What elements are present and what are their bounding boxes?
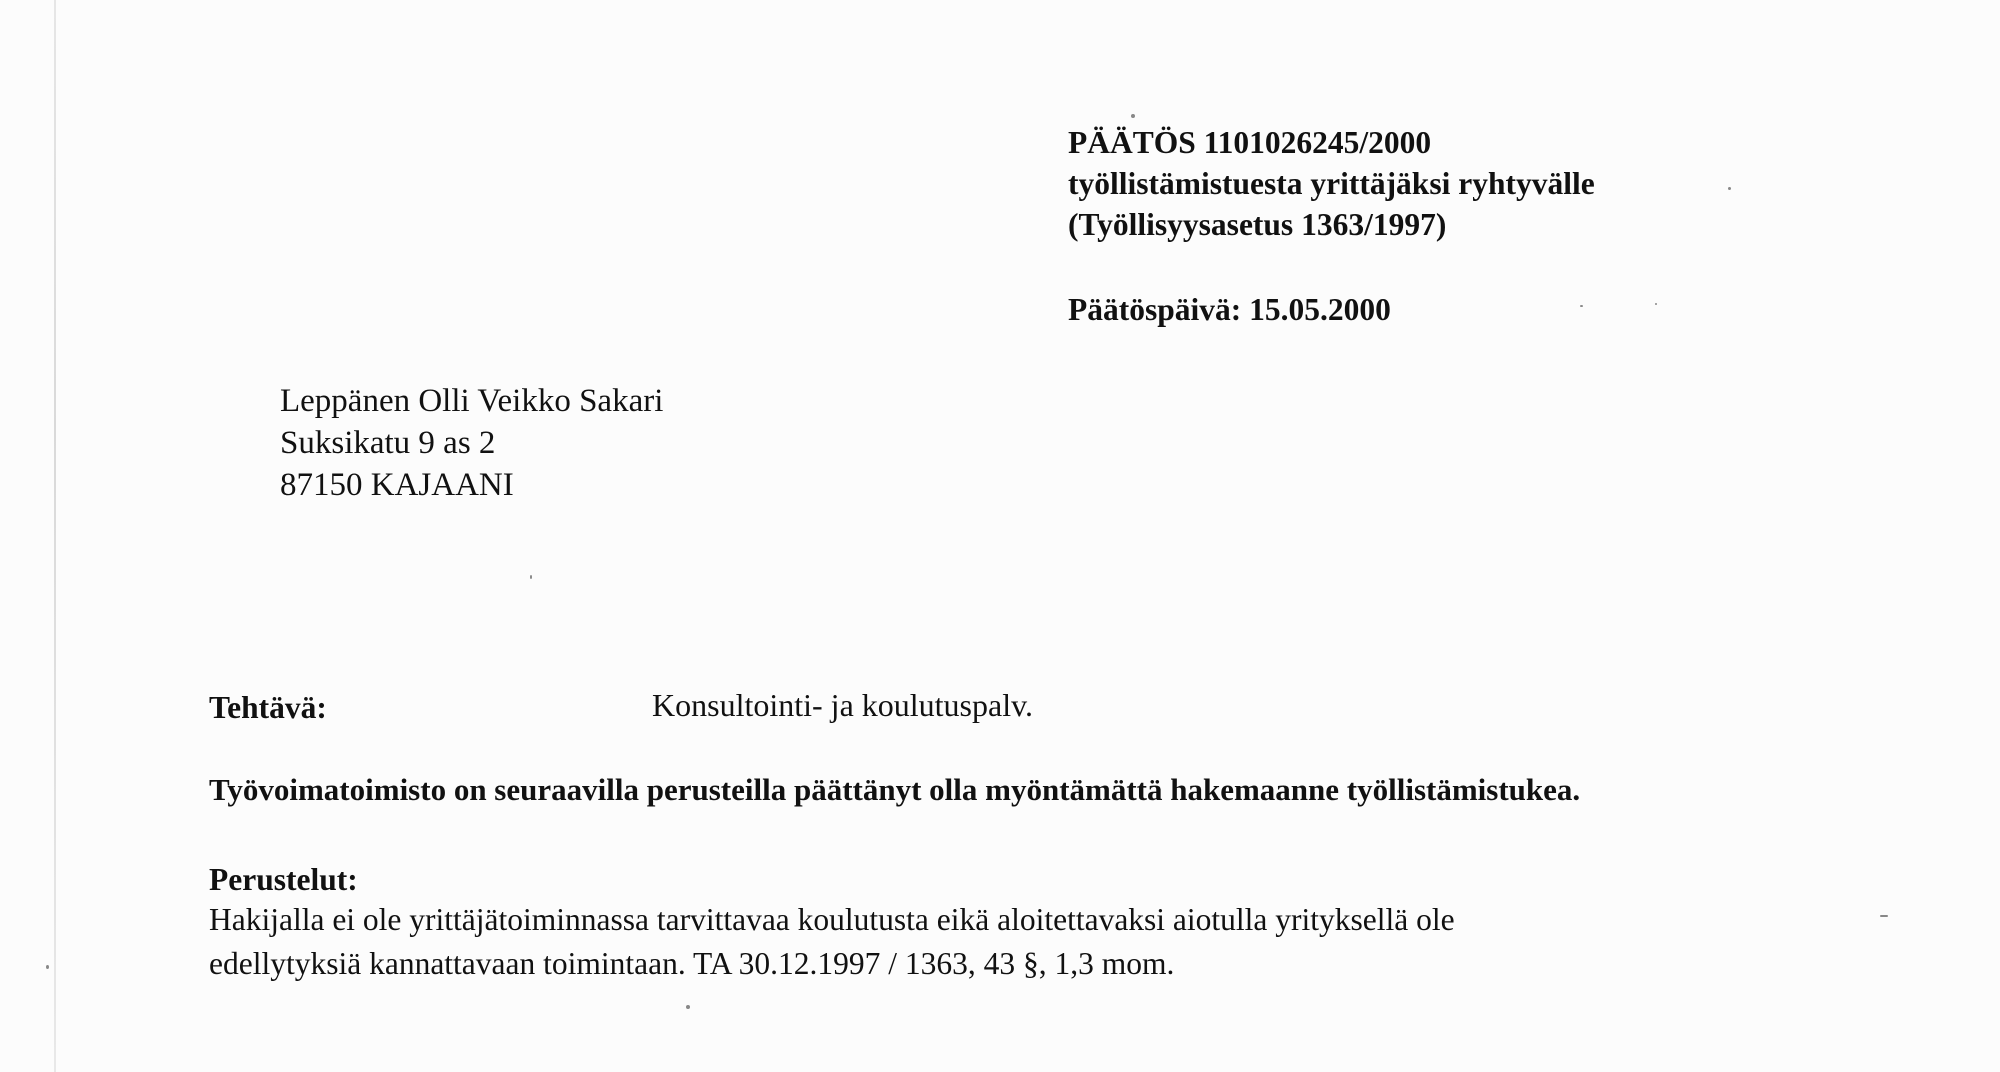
scan-speck [1880, 915, 1888, 917]
decision-subtitle: työllistämistuesta yrittäjäksi ryhtyvälle [1068, 166, 1595, 201]
reasons-line-1: Hakijalla ei ole yrittäjätoiminnassa tarvittavaa koulutusta eikä aloitettavaksi aiotulla yrityksellä ole [209, 902, 1455, 937]
scan-speck [686, 1005, 690, 1009]
scan-speck [1131, 114, 1135, 118]
task-label: Tehtävä: [209, 690, 327, 725]
scan-speck [1728, 187, 1731, 190]
scan-edge [54, 0, 56, 1072]
reasons-heading: Perustelut: [209, 862, 358, 897]
task-value: Konsultointi- ja koulutuspalv. [652, 687, 1034, 723]
scan-speck [530, 575, 532, 579]
recipient-street: Suksikatu 9 as 2 [280, 425, 496, 461]
decision-date: Päätöspäivä: 15.05.2000 [1068, 292, 1391, 327]
scan-speck [1655, 303, 1657, 305]
scan-speck [1580, 305, 1583, 307]
recipient-city: 87150 KAJAANI [280, 467, 514, 503]
reasons-body [209, 898, 1455, 986]
decision-regulation: (Työllisyysasetus 1363/1997) [1068, 207, 1447, 242]
recipient-name: Leppänen Olli Veikko Sakari [280, 383, 664, 419]
reasons-line-2: edellytyksiä kannattavaan toimintaan. TA 30.12.1997 / 1363, 43 §, 1,3 mom. [209, 946, 1175, 981]
recipient-address [280, 380, 663, 506]
decision-statement: Työvoimatoimisto on seuraavilla perusteilla päättänyt olla myöntämättä hakemaanne työllistämistukea. [209, 772, 1581, 807]
decision-header [1068, 122, 1595, 245]
decision-title: PÄÄTÖS 1101026245/2000 [1068, 125, 1432, 160]
scan-speck [46, 965, 49, 969]
